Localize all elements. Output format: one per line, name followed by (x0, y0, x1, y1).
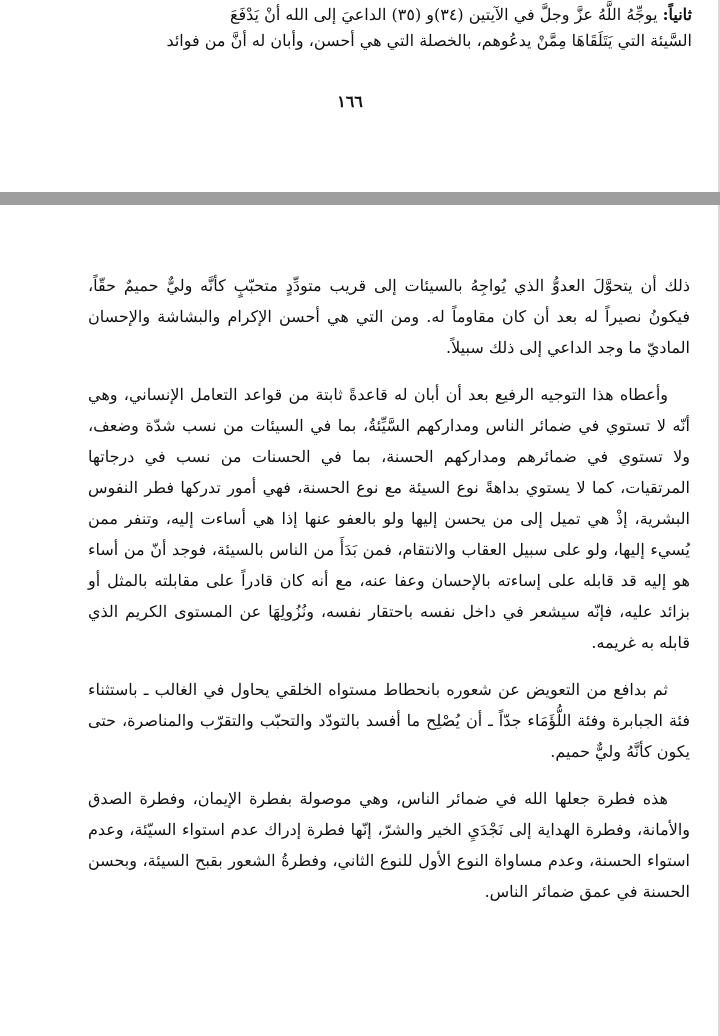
lead-label: ثانياً: (662, 5, 692, 24)
top-paragraph (84, 2, 692, 54)
current-page (0, 205, 720, 1036)
page-body (88, 270, 690, 923)
page-separator (0, 192, 720, 205)
page-number: ١٦٦ (337, 92, 363, 111)
paragraph-2: وأعطاه هذا التوجيه الرفيع بعد أن أبان له قاعدةً ثابتة من قواعد التعامل الإنساني، وهي أنّه لا تستوي في ضمائر الناس ومداركهم السَّيِّئةُ، بما في السيئات من نسب شدّة وضعف، ولا تستوي في ضمائرهم ومداركهم الحسنة، بما في الحسنات من نسب في درجاتها المرتقيات، كما لا يستوي بداهةً نوع السيئة مع نوع الحسنة، فهي أمور تدركها فطر النفوس البشرية، إذْ هي تميل إلى من يحسن إليها ولو بالعفو عنها إذا هي أساءت إليه، وتنفر ممن يُسيء إليها، ولو على سبيل العقاب والانتقام، فمن بَدَأَ من الناس بالسيئة، فوجد أنّ من أساء هو إليه قد قابله على إساءته بالإحسان وعفا عنه، مع أنه كان قادراً على مقابلته بالمثل أو بزائد عليه، فإنّه سيشعر في داخل نفسه باحتقار نفسه، ونُزُولِهَا عن المستوى الكريم الذي قابله به غريمه. (88, 385, 691, 652)
top-line-2: السَّيئة التي يَتَلَقَاهَا مِمَّنْ يدعُوهم، بالخصلة التي هي أحسن، وأبان له أنَّ من فوائد (166, 31, 692, 50)
paragraph-1: ذلك أن يتحوَّلَ العدوُّ الذي يُواجِهُ بالسيئات إلى قريب متودِّدٍ متحبّبٍ كأنَّه وليٌّ حميمٌ حقّاً، فيكونُ نصيراً له بعد أن كان مقاوماً له. ومن التي هي أحسن الإكرام والبشاشة والإحسان الماديّ ما وجد الداعي إلى ذلك سبيلاً. (88, 276, 690, 357)
paragraph-4: هذه فطرة جعلها الله في ضمائر الناس، وهي موصولة بفطرة الإيمان، وفطرة الصدق والأمانة، وفطرة الهداية إلى نَجْدَيِ الخير والشرّ، إنّها فطرة إدراك عدم استواء السيّئة، وعدم استواء الحسنة، وعدم مساواة النوع الأول للنوع الثاني، وفطرةُ الشعور بقبح السيئة، وبحسن الحسنة في عمق ضمائر الناس. (88, 789, 690, 901)
top-line-1-text: يوجِّهُ اللَّهُ عزَّ وجلَّ في الآيتين (٣٤)و (٣٥) الداعيَ إلى الله أنْ يَدْفَعَ (229, 5, 658, 24)
paragraph-3: ثم بدافع من التعويض عن شعوره بانحطاط مستواه الخلقي يحاول في الغالب ـ باستثناء فئة الجبابرة وفئة اللُّؤَمَاء جدّاً ـ أن يُصْلِح ما أفسد بالتودّد والتحبّب والتقرّب والمناصرة، حتى يكون كأنَّهُ وليٌّ حميم. (88, 680, 690, 761)
top-line-1 (84, 2, 692, 28)
previous-page-bottom (0, 0, 720, 192)
